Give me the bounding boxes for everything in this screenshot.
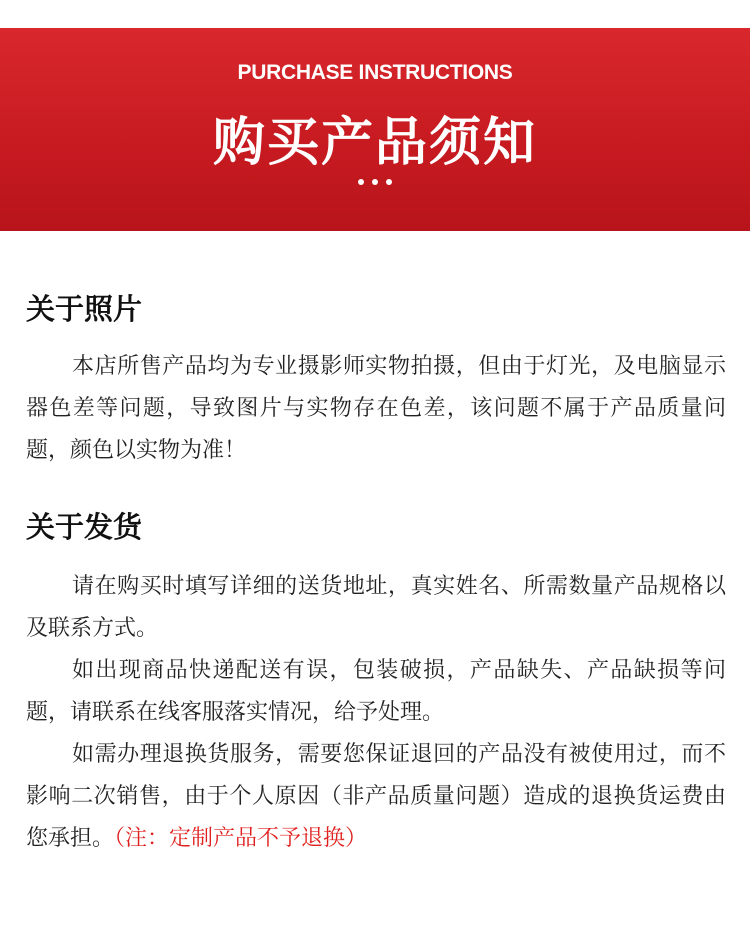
paragraph: 如出现商品快递配送有误，包装破损，产品缺失、产品缺损等问题，请联系在线客服落实情况，给予处理。 — [26, 658, 726, 725]
paragraph-text: 如需办理退换货服务，需要您保证退回的产品没有被使用过，而不影响二次销售，由于个人原因（非产品质量问题）造成的退换货运费由您承担。 — [26, 742, 726, 851]
paragraph: 本店所售产品均为专业摄影师实物拍摄，但由于灯光，及电脑显示器色差等问题，导致图片与实物存在色差，该问题不属于产品质量问题，颜色以实物为准！ — [26, 354, 726, 463]
decorative-dots — [0, 179, 750, 185]
banner-title: 购买产品须知 — [212, 113, 537, 173]
dot-icon — [358, 179, 364, 185]
section-title: 关于发货 — [26, 510, 143, 544]
section-photos — [26, 287, 726, 472]
custom-product-note: （注：定制产品不予退换） — [114, 826, 368, 851]
paragraph: 请在购买时填写详细的送货地址，真实姓名、所需数量产品规格以及联系方式。 — [26, 574, 726, 641]
dot-icon — [372, 179, 378, 185]
paragraph — [26, 734, 726, 860]
top-margin — [0, 0, 750, 28]
header-banner — [0, 28, 750, 231]
section-title: 关于照片 — [26, 292, 143, 326]
dot-icon — [386, 179, 392, 185]
banner-subtitle: PURCHASE INSTRUCTIONS — [237, 61, 513, 84]
section-shipping — [26, 505, 726, 860]
